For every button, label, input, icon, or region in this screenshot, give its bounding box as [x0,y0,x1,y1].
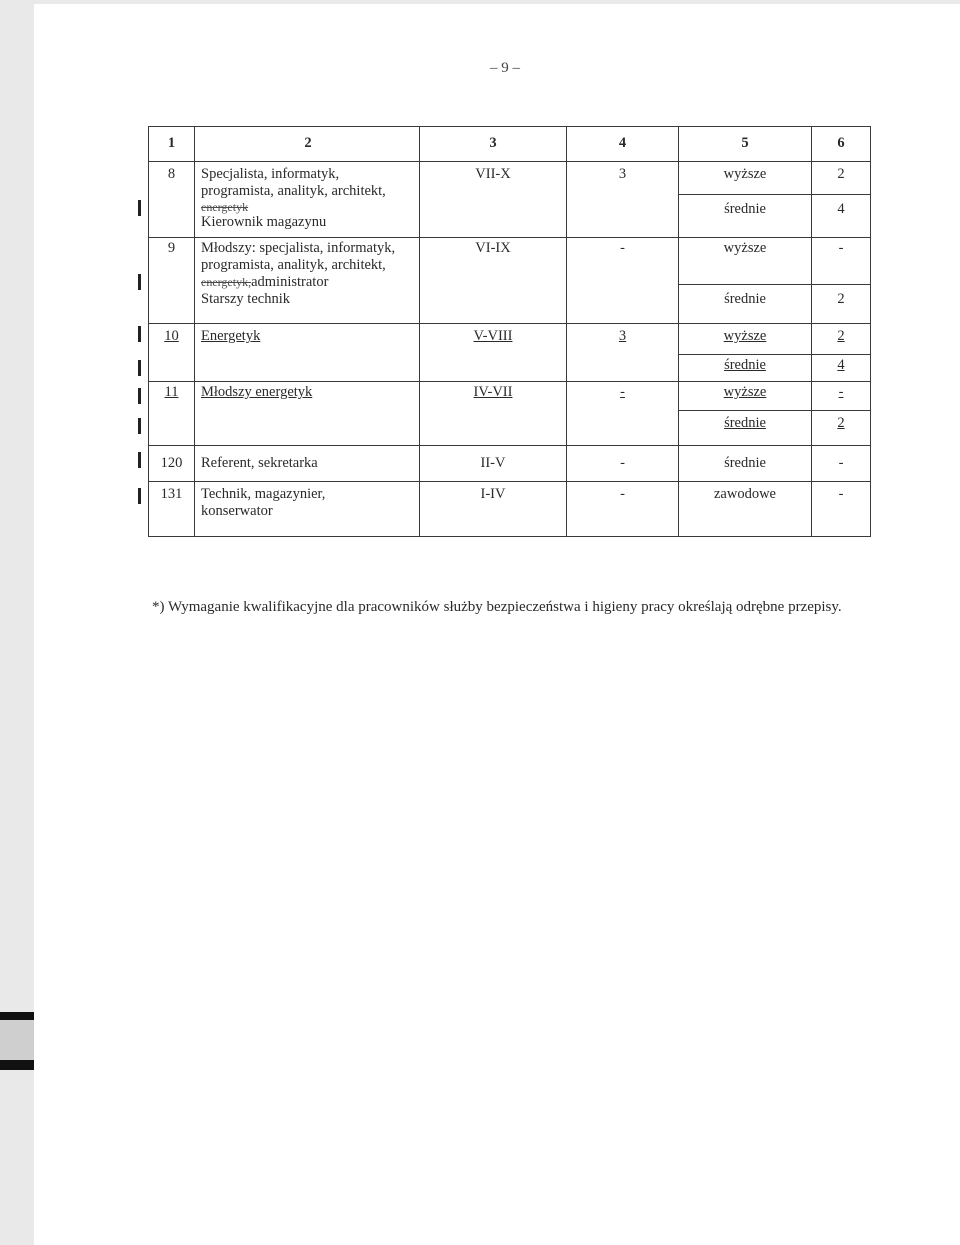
value: 4 [812,354,870,379]
education-level: wyższe [723,240,767,256]
education-level: średnie [679,410,811,445]
revision-bar [138,200,141,216]
education-cell [679,238,812,324]
position-name: Referent, sekretarka [195,446,420,482]
position-line: programista, analityk, architekt, [201,257,386,274]
table-row [149,238,871,324]
value: 4 [812,194,870,227]
scan-edge-mark [0,1012,34,1020]
value-cell [812,324,871,382]
header-cell: 4 [567,127,679,162]
education-level: wyższe [723,384,767,400]
value: - [838,240,844,256]
value: - [812,482,871,537]
education-cell [679,382,812,446]
education-cell [679,324,812,382]
scan-edge-mark [0,1020,34,1060]
experience-years: - [567,482,679,537]
header-cell: 2 [195,127,420,162]
experience-years: 3 [567,324,679,382]
value-cell [812,162,871,238]
position-line: Technik, magazynier, [201,486,326,502]
struck-text: energetyk, [201,275,252,290]
revision-bar [138,274,141,290]
grade-range: VII-X [420,162,567,238]
experience-years: - [567,382,679,446]
position-line: administrator [251,274,329,291]
header-cell: 3 [420,127,567,162]
table-row [149,324,871,382]
header-cell: 5 [679,127,812,162]
revision-bar [138,452,141,468]
position-name: Młodszy energetyk [195,382,420,446]
footnote: *) Wymaganie kwalifikacyjne dla pracowników służby bezpieczeństwa i higieny pracy określają odrębne przepisy. [152,599,842,615]
grade-range: IV-VII [420,382,567,446]
table-row [149,446,871,482]
table-row [149,482,871,537]
value: - [838,384,844,400]
experience-years: - [567,238,679,324]
value-cell [812,238,871,324]
grade-range: VI-IX [420,238,567,324]
education-level: średnie [679,354,811,379]
value: 2 [837,328,845,344]
value: 2 [837,166,845,182]
education-level: wyższe [723,328,767,344]
education-level: wyższe [723,166,767,182]
value: - [812,446,871,482]
position-line: konserwator [201,503,273,520]
page-number: – 9 – [490,60,520,76]
value: 2 [812,410,870,445]
revision-bar [138,488,141,504]
row-number: 120 [149,446,195,482]
position-name [195,482,420,537]
header-cell: 1 [149,127,195,162]
education-level: średnie [679,284,811,321]
education-level: średnie [679,194,811,227]
row-number: 8 [149,162,195,238]
position-name: Energetyk [195,324,420,382]
position-line: programista, analityk, architekt, [201,183,386,200]
row-number: 11 [149,382,195,446]
scan-edge-mark [0,1060,34,1070]
row-number: 131 [149,482,195,537]
revision-bar [138,418,141,434]
revision-bar [138,326,141,342]
grade-range: II-V [420,446,567,482]
position-line: Starszy technik [201,291,290,308]
education-level: średnie [679,446,812,482]
struck-text: energetyk [201,200,249,215]
grade-range: I-IV [420,482,567,537]
position-line: Kierownik magazynu [201,214,327,231]
position-line: Specjalista, informatyk, [201,166,340,182]
grade-range: V-VIII [420,324,567,382]
table-header-row [149,127,871,162]
value: 2 [812,284,870,321]
position-line: Młodszy: specjalista, informatyk, [201,240,396,256]
position-name [195,162,420,238]
table-row [149,162,871,238]
qualification-table [148,126,871,537]
education-level: zawodowe [679,482,812,537]
experience-years: 3 [567,162,679,238]
education-cell [679,162,812,238]
experience-years: - [567,446,679,482]
row-number: 10 [149,324,195,382]
table-row [149,382,871,446]
revision-bar [138,360,141,376]
header-cell: 6 [812,127,871,162]
position-name [195,238,420,324]
revision-bar [138,388,141,404]
value-cell [812,382,871,446]
row-number: 9 [149,238,195,324]
